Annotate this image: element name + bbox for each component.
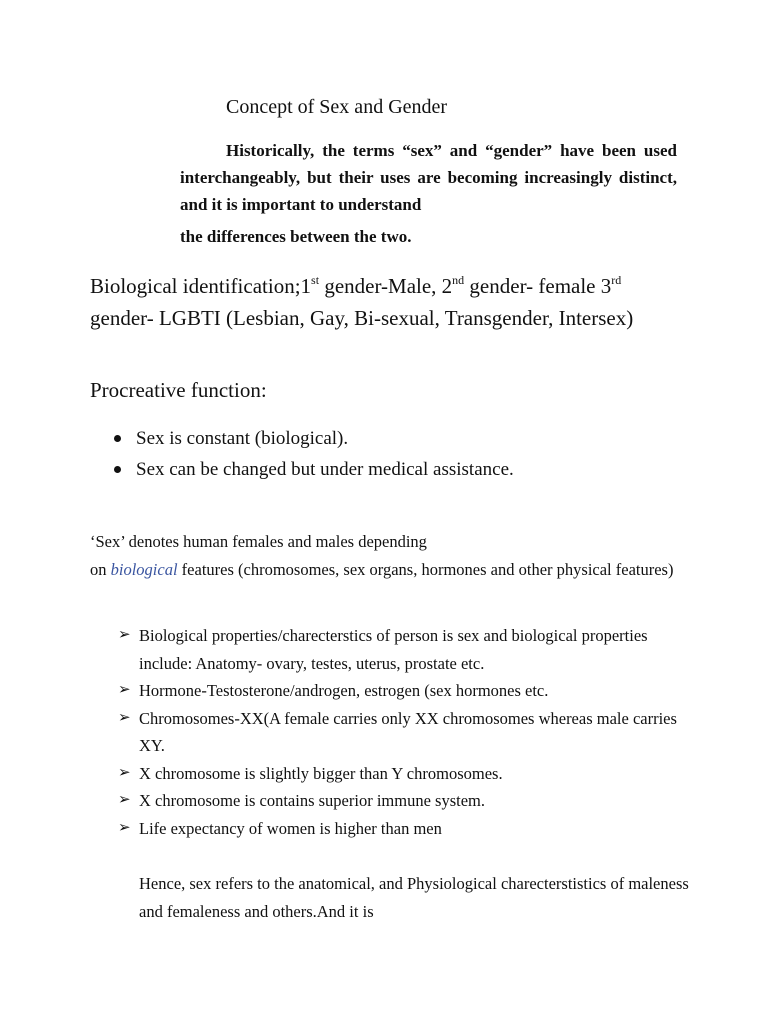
arrow-list-item [118, 622, 698, 677]
sex-def-line-1: ‘Sex’ denotes human females and males depending [90, 532, 427, 551]
arrow-list-item [118, 815, 698, 843]
arrow-item-text: Hormone-Testosterone/androgen, estrogen (sex hormones etc. [139, 681, 549, 700]
intro-text: Historically, the terms “sex” and “gender” have been used interchangeably, but their uses are becoming increasingly distinct, and it is important to understand [180, 141, 677, 214]
intro-paragraph [180, 137, 677, 250]
bio-id-sup-3: rd [611, 273, 622, 287]
arrow-list-item [118, 705, 698, 760]
arrow-list-item [118, 787, 698, 815]
arrow-item-text: Biological properties/charecterstics of person is sex and biological properties include: Anatomy- ovary, testes, uterus, prostate etc. [139, 626, 648, 673]
arrow-item-text: Chromosomes-XX(A female carries only XX chromosomes whereas male carries XY. [139, 708, 677, 755]
bullet-item [112, 423, 514, 454]
bullet-dot-icon [114, 435, 121, 442]
arrow-list-item [118, 677, 698, 705]
bio-id-part-4: gender- LGBTI (Lesbian, Gay, Bi-sexual, Transgender, Intersex) [90, 306, 634, 330]
sex-definition-paragraph [90, 528, 690, 584]
sex-def-on: on [90, 560, 111, 579]
procreative-heading: Procreative function: [90, 378, 267, 402]
arrow-item-text: Life expectancy of women is higher than men [139, 818, 442, 838]
arrow-list [118, 622, 698, 842]
bullet-list [112, 423, 514, 485]
hence-paragraph: Hence, sex refers to the anatomical, and Physiological charecterstistics of maleness and femaleness and others.And it is [139, 874, 689, 921]
bio-id-part-1: Biological identification;1 [90, 274, 312, 298]
arrow-bullet-icon: ➢ [118, 764, 131, 781]
bio-id-sup-2: nd [452, 273, 465, 287]
intro-last-line: the differences between the two. [180, 227, 412, 246]
bullet-dot-icon [114, 466, 121, 473]
bio-id-part-2: gender-Male, 2 [319, 274, 453, 298]
arrow-item-text: X chromosome is slightly bigger than Y chromosomes. [139, 763, 503, 783]
document-title: Concept of Sex and Gender [226, 96, 448, 118]
bio-id-sup-1: st [311, 273, 320, 287]
arrow-bullet-icon: ➢ [118, 819, 131, 836]
biological-identification [90, 270, 690, 334]
arrow-item-text: X chromosome is contains superior immune system. [139, 791, 485, 810]
arrow-bullet-icon: ➢ [118, 709, 131, 726]
sex-def-highlight: biological [110, 560, 178, 579]
bullet-text: Sex can be changed but under medical assistance. [136, 459, 514, 480]
bullet-text: Sex is constant (biological). [136, 428, 349, 449]
arrow-bullet-icon: ➢ [118, 682, 131, 698]
arrow-list-item [118, 760, 698, 788]
arrow-bullet-icon: ➢ [118, 627, 131, 643]
bullet-item [112, 454, 514, 485]
bio-id-part-3: gender- female 3 [464, 274, 612, 298]
sex-def-rest: features (chromosomes, sex organs, hormones and other physical features) [177, 560, 674, 579]
arrow-bullet-icon: ➢ [118, 792, 131, 808]
